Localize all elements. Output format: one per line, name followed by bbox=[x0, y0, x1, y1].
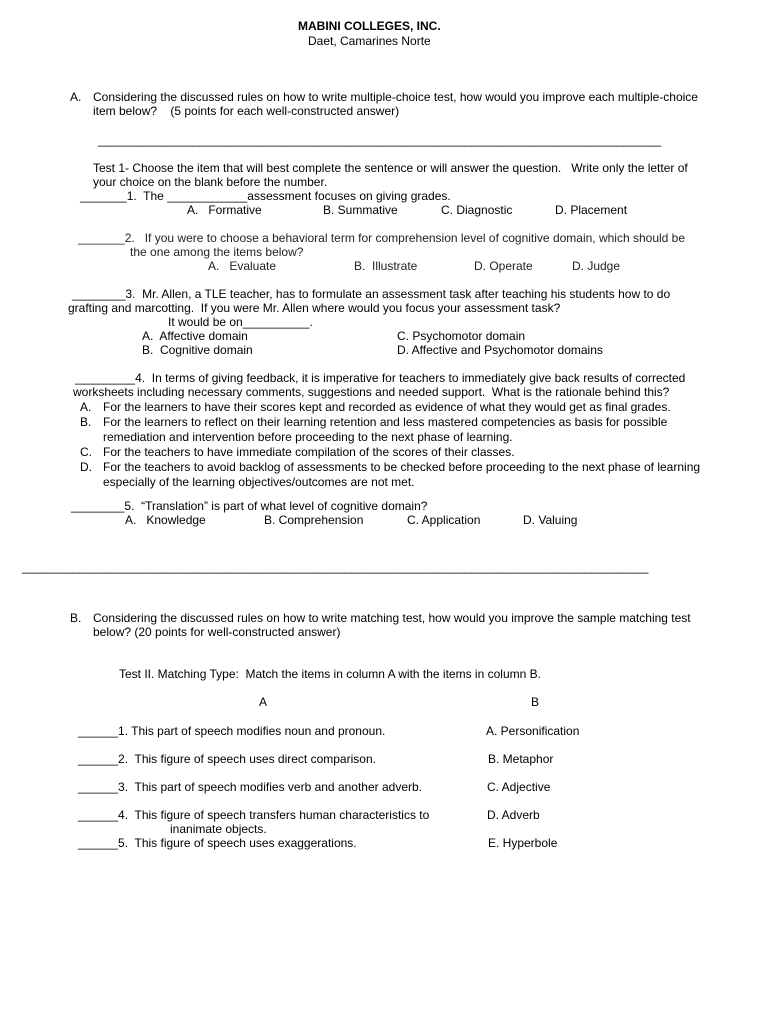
question-5-choice-c: C. Application bbox=[407, 513, 481, 527]
question-4-choice-c-text: For the teachers to have immediate compilation of the scores of their classes. bbox=[103, 445, 515, 459]
question-3-choice-a: A. Affective domain bbox=[142, 329, 248, 343]
question-4-choice-b-text-cont: remediation and intervention before proceeding to the next phase of learning. bbox=[103, 430, 513, 444]
question-4-choice-d-text-cont: especially of the learning objectives/outcomes are not met. bbox=[103, 475, 415, 489]
section-a-instruction-line2: item below? (5 points for each well-constructed answer) bbox=[93, 104, 400, 118]
question-3-stem-line3: It would be on__________. bbox=[168, 315, 313, 329]
question-4-choice-d-text: For the teachers to avoid backlog of assessments to be checked before proceeding to the next phase of learning bbox=[103, 460, 701, 474]
question-4-choice-b-letter: B. bbox=[80, 415, 92, 429]
test2-title: Test II. Matching Type: Match the items in column A with the items in column B. bbox=[119, 667, 541, 681]
question-2-stem-line2: the one among the items below? bbox=[130, 245, 304, 259]
question-2-choice-a: A. Evaluate bbox=[208, 259, 277, 273]
matching-item-3-a: ______3. This part of speech modifies verb and another adverb. bbox=[78, 780, 422, 794]
question-4-choice-c-letter: C. bbox=[80, 445, 92, 459]
question-3-stem-line2: grafting and marcotting. If you were Mr. Allen where would you focus your assessment task? bbox=[68, 301, 561, 315]
matching-item-1-b: A. Personification bbox=[486, 724, 580, 738]
question-4-stem-line2: worksheets including necessary comments, suggestions and needed support. What is the rationale behind this? bbox=[73, 385, 670, 399]
question-3-stem-line1: ________3. Mr. Allen, a TLE teacher, has to formulate an assessment task after teaching his students how to do bbox=[72, 287, 671, 301]
column-a-heading: A bbox=[259, 695, 268, 709]
question-2-choice-d: D. Judge bbox=[572, 259, 621, 273]
question-1-choice-d: D. Placement bbox=[555, 203, 628, 217]
matching-item-1-a: ______1. This part of speech modifies noun and pronoun. bbox=[78, 724, 386, 738]
matching-item-3-b: C. Adjective bbox=[487, 780, 551, 794]
question-5-choice-a: A. Knowledge bbox=[125, 513, 206, 527]
question-3-choice-c: C. Psychomotor domain bbox=[397, 329, 526, 343]
question-4-choice-b-text: For the learners to reflect on their learning retention and less mastered competencies as basis for possible bbox=[103, 415, 668, 429]
question-5-choice-d: D. Valuing bbox=[523, 513, 578, 527]
matching-item-4-b: D. Adverb bbox=[487, 808, 540, 822]
section-b-instruction-line1: Considering the discussed rules on how to write matching test, how would you improve the sample matching test bbox=[93, 611, 691, 625]
matching-item-2-b: B. Metaphor bbox=[488, 752, 554, 766]
question-1-choice-a: A. Formative bbox=[187, 203, 262, 217]
matching-item-5-b: E. Hyperbole bbox=[488, 836, 558, 850]
section-divider: ___________________________________________________________________________________________________ bbox=[22, 560, 649, 574]
institution-location: Daet, Camarines Norte bbox=[308, 34, 431, 48]
question-2-choice-c: D. Operate bbox=[474, 259, 533, 273]
question-2-choice-b: B. Illustrate bbox=[354, 259, 418, 273]
institution-title: MABINI COLLEGES, INC. bbox=[298, 19, 441, 33]
question-5-stem: ________5. “Translation” is part of what level of cognitive domain? bbox=[71, 499, 428, 513]
section-a-rule: _________________________________________________________________________________________ bbox=[98, 133, 661, 147]
question-4-stem-line1: _________4. In terms of giving feedback, it is imperative for teachers to immediately give back results of corrected bbox=[75, 371, 686, 385]
question-1-choice-c: C. Diagnostic bbox=[441, 203, 513, 217]
section-b-letter: B. bbox=[70, 611, 82, 625]
test1-instruction-line1: Test 1- Choose the item that will best complete the sentence or will answer the question. Write only the letter of bbox=[93, 161, 688, 175]
question-1-choice-b: B. Summative bbox=[323, 203, 398, 217]
section-b-instruction-line2: below? (20 points for well-constructed answer) bbox=[93, 625, 341, 639]
question-3-choice-b: B. Cognitive domain bbox=[142, 343, 253, 357]
question-3-choice-d: D. Affective and Psychomotor domains bbox=[397, 343, 603, 357]
section-a-letter: A. bbox=[70, 90, 82, 104]
matching-item-5-a: ______5. This figure of speech uses exaggerations. bbox=[78, 836, 357, 850]
question-4-choice-d-letter: D. bbox=[80, 460, 92, 474]
question-1-stem: _______1. The ____________assessment focuses on giving grades. bbox=[80, 189, 451, 203]
column-b-heading: B bbox=[531, 695, 540, 709]
matching-item-2-a: ______2. This figure of speech uses direct comparison. bbox=[78, 752, 376, 766]
matching-item-4-a: ______4. This figure of speech transfers human characteristics to bbox=[78, 808, 430, 822]
section-a-instruction-line1: Considering the discussed rules on how to write multiple-choice test, how would you improve each multiple-choice bbox=[93, 90, 698, 104]
question-2-stem-line1: _______2. If you were to choose a behavioral term for comprehension level of cognitive domain, which should be bbox=[78, 231, 686, 245]
question-5-choice-b: B. Comprehension bbox=[264, 513, 364, 527]
question-4-choice-a-text: For the learners to have their scores kept and recorded as evidence of what they would get as final grades. bbox=[103, 400, 671, 414]
question-4-choice-a-letter: A. bbox=[80, 400, 92, 414]
matching-item-4-a-cont: inanimate objects. bbox=[170, 822, 267, 836]
test1-instruction-line2: your choice on the blank before the number. bbox=[93, 175, 328, 189]
